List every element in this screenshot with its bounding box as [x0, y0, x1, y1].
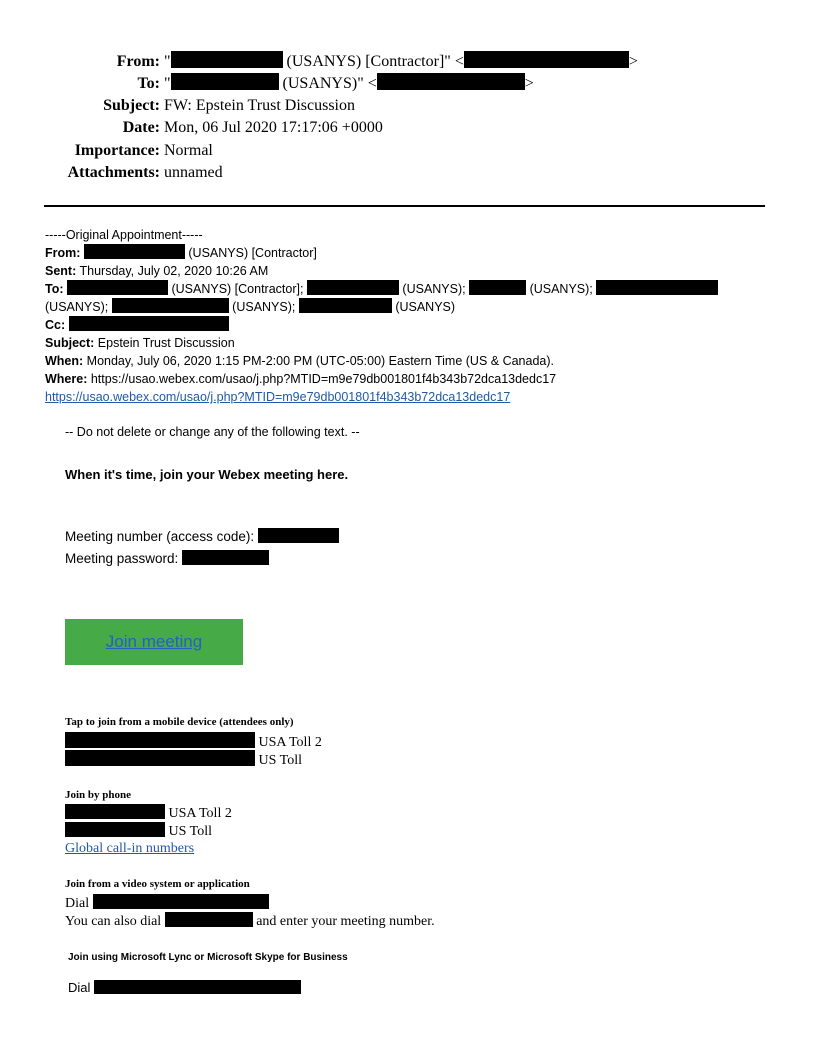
mobile-line-1-text: USA Toll 2	[255, 735, 322, 750]
original-to-line	[45, 280, 718, 298]
attachments-label: Attachments:	[67, 164, 160, 181]
header-divider	[44, 205, 765, 207]
mobile-line-2	[65, 750, 302, 770]
attachments-value: unnamed	[164, 164, 223, 181]
redaction-box	[258, 528, 339, 543]
phone-line-1-text: USA Toll 2	[165, 806, 232, 821]
video-also-prefix: You can also dial	[65, 914, 165, 929]
webex-notice: -- Do not delete or change any of the following text. --	[65, 425, 360, 439]
original-subject-value: Epstein Trust Discussion	[94, 336, 235, 350]
from-label: From:	[116, 53, 160, 70]
original-where-label: Where:	[45, 372, 88, 386]
header-date-row	[0, 117, 816, 139]
video-heading: Join from a video system or application	[65, 878, 250, 890]
from-quote: "	[164, 53, 171, 70]
meeting-password-label: Meeting password:	[65, 551, 183, 566]
original-to-line-2	[45, 298, 455, 316]
redaction-box	[307, 280, 399, 295]
original-sent-line	[45, 262, 268, 280]
importance-label: Importance:	[74, 142, 160, 159]
original-from-label: From:	[45, 246, 81, 260]
redaction-box	[377, 73, 525, 90]
original-link-line	[45, 388, 510, 406]
meeting-password-line	[65, 550, 269, 568]
redaction-box	[469, 280, 526, 295]
phone-line-2	[65, 822, 212, 841]
to-part: (USANYS) [Contractor];	[168, 282, 307, 296]
phone-line-2-text: US Toll	[165, 824, 212, 839]
from-value	[164, 51, 638, 73]
redaction-box	[299, 298, 392, 313]
redaction-box	[182, 550, 269, 565]
redaction-box	[165, 912, 253, 927]
to-quote: "	[164, 75, 171, 92]
webex-meeting-link[interactable]: https://usao.webex.com/usao/j.php?MTID=m9e79db001801f4b343b72dca13dedc17	[45, 390, 511, 404]
header-attachments-row	[0, 162, 816, 184]
mobile-heading: Tap to join from a mobile device (attendees only)	[65, 716, 294, 728]
lync-dial-line	[68, 979, 301, 996]
join-meeting-button[interactable]	[65, 619, 243, 665]
original-to-label: To:	[45, 282, 64, 296]
to-part: (USANYS);	[228, 300, 299, 314]
original-when-label: When:	[45, 354, 84, 368]
original-cc-label: Cc:	[45, 318, 66, 332]
redaction-box	[171, 73, 279, 90]
webex-heading: When it's time, join your Webex meeting here.	[65, 467, 349, 482]
original-divider: -----Original Appointment-----	[45, 228, 203, 242]
original-where-line	[45, 370, 556, 388]
redaction-box	[94, 980, 301, 994]
redaction-box	[596, 280, 718, 295]
header-to-row	[0, 73, 816, 95]
to-mid-text: (USANYS)" <	[278, 75, 377, 92]
phone-heading: Join by phone	[65, 789, 132, 801]
redaction-box	[65, 750, 255, 766]
subject-label: Subject:	[103, 97, 160, 114]
original-sent-value: Thursday, July 02, 2020 10:26 AM	[76, 264, 269, 278]
to-suffix: >	[524, 75, 534, 92]
phone-line-1	[65, 804, 232, 823]
redaction-box	[93, 894, 269, 909]
video-dial-line	[65, 894, 269, 913]
from-suffix: >	[628, 53, 638, 70]
original-from-line	[45, 244, 317, 262]
to-part: (USANYS);	[526, 282, 597, 296]
original-when-line	[45, 352, 554, 370]
lync-heading: Join using Microsoft Lync or Microsoft Skype for Business	[68, 952, 348, 963]
meeting-number-line	[65, 528, 339, 546]
mobile-line-2-text: US Toll	[255, 753, 302, 768]
video-dial-label: Dial	[65, 896, 93, 911]
to-part: (USANYS)	[391, 300, 456, 314]
to-value	[164, 73, 534, 95]
meeting-number-label: Meeting number (access code):	[65, 529, 258, 544]
redaction-box	[171, 51, 283, 68]
global-callin-line	[65, 840, 194, 858]
redaction-box	[84, 244, 185, 259]
redaction-box	[69, 316, 229, 331]
mobile-line-1	[65, 732, 322, 752]
subject-value: FW: Epstein Trust Discussion	[164, 97, 355, 114]
video-also-suffix: and enter your meeting number.	[252, 914, 435, 929]
original-subject-label: Subject:	[45, 336, 95, 350]
redaction-box	[65, 822, 165, 837]
from-mid-text: (USANYS) [Contractor]" <	[282, 53, 464, 70]
original-from-value: (USANYS) [Contractor]	[184, 246, 317, 260]
video-also-line	[65, 912, 435, 931]
to-label: To:	[137, 75, 160, 92]
join-meeting-link[interactable]: Join meeting	[105, 632, 203, 651]
header-importance-row	[0, 140, 816, 162]
original-where-value: https://usao.webex.com/usao/j.php?MTID=m9e79db001801f4b343b72dca13dedc17	[87, 372, 557, 386]
date-value: Mon, 06 Jul 2020 17:17:06 +0000	[164, 119, 383, 136]
redaction-box	[112, 298, 229, 313]
global-callin-link[interactable]: Global call-in numbers	[65, 841, 195, 856]
redaction-box	[464, 51, 629, 68]
original-cc-line	[45, 316, 229, 334]
redaction-box	[65, 804, 165, 819]
original-when-value: Monday, July 06, 2020 1:15 PM-2:00 PM (UTC-05:00) Eastern Time (US & Canada).	[83, 354, 554, 368]
date-label: Date:	[122, 119, 160, 136]
importance-value: Normal	[164, 142, 213, 159]
redaction-box	[67, 280, 168, 295]
original-subject-line	[45, 334, 235, 352]
header-from-row	[0, 51, 816, 73]
to-part: (USANYS);	[398, 282, 470, 296]
lync-dial-label: Dial	[68, 980, 95, 995]
redaction-box	[65, 732, 255, 748]
header-subject-row	[0, 95, 816, 117]
to-part: (USANYS);	[45, 300, 112, 314]
original-sent-label: Sent:	[45, 264, 77, 278]
